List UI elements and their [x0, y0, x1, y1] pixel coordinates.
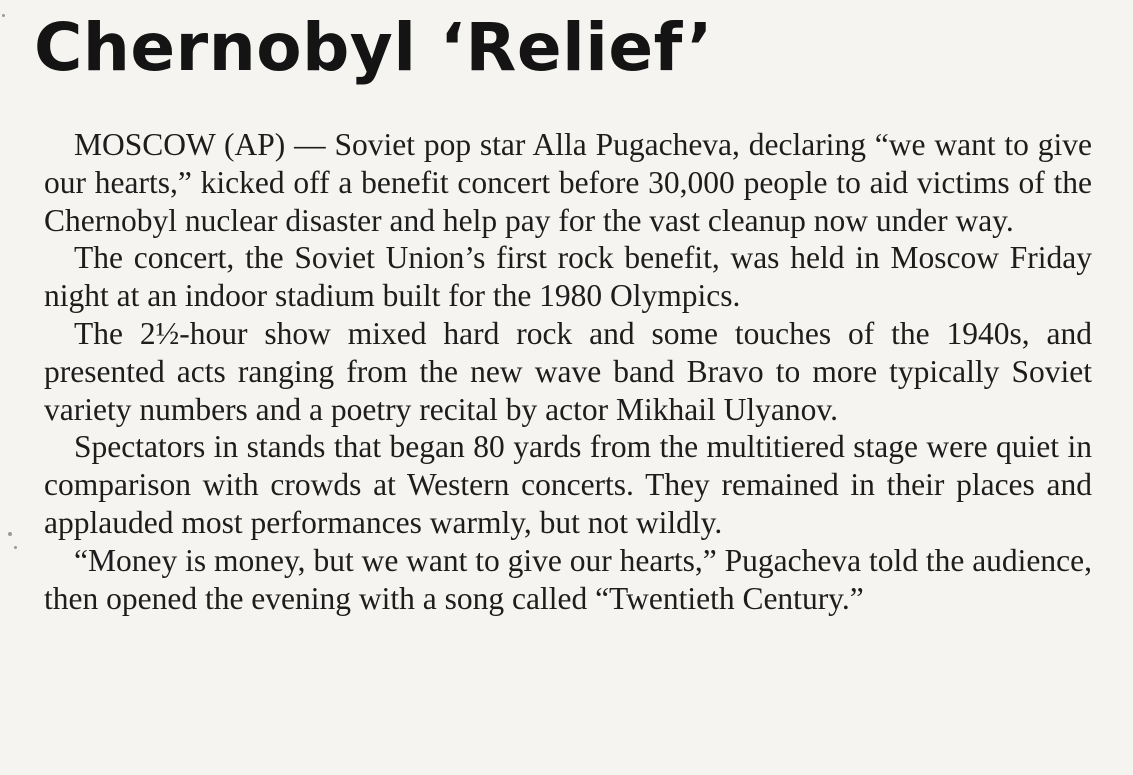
print-speck: [8, 532, 12, 536]
headline: Chernobyl ‘Relief’: [34, 9, 713, 86]
paragraph-5: “Money is money, but we want to give our hearts,” Pugacheva told the audience, then opened the evening with a song called “Twentieth Century.”: [44, 542, 1092, 616]
paragraph-1: MOSCOW (AP) — Soviet pop star Alla Pugacheva, declaring “we want to give our hearts,” kicked off a benefit concert before 30,000 people to aid victims of the Chernobyl nuclear disaster and help pay for the vast cleanup now under way.: [44, 127, 1092, 238]
print-speck: [14, 546, 17, 549]
paragraph-3: The 2½-hour show mixed hard rock and some touches of the 1940s, and presented acts ranging from the new wave band Bravo to more typically Soviet variety numbers and a poetry recital by actor Mikhail Ulyanov.: [44, 315, 1092, 427]
article-body: [44, 126, 1092, 617]
paragraph-4: Spectators in stands that began 80 yards from the multitiered stage were quiet in comparison with crowds at Western concerts. They remained in their places and applauded most performances warmly, but not wildly.: [44, 429, 1092, 540]
print-speck: [2, 14, 5, 17]
paragraph-2: The concert, the Soviet Union’s first rock benefit, was held in Moscow Friday night at an indoor stadium built for the 1980 Olympics.: [44, 240, 1092, 314]
